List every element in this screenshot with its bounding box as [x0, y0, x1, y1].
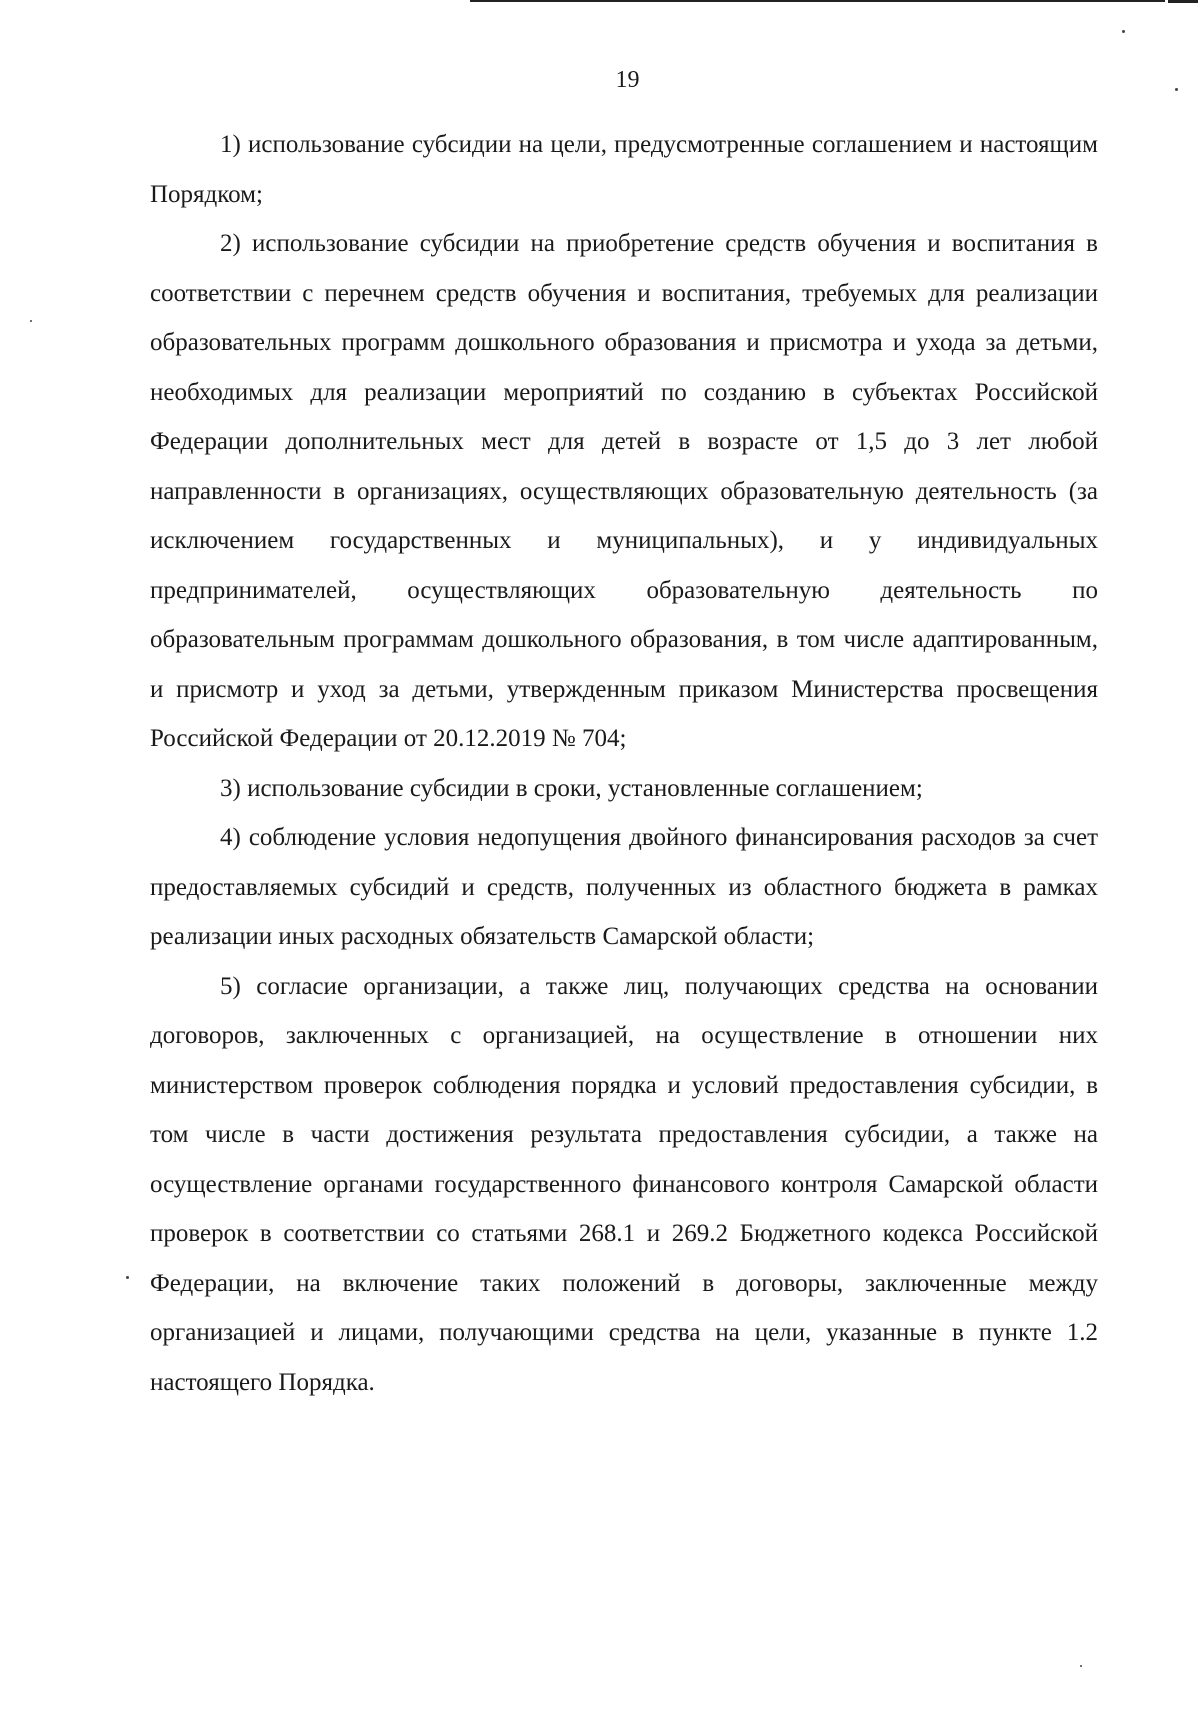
document-body — [150, 120, 1098, 1407]
paragraph-item-5: 5) согласие организации, а также лиц, получающих средства на основании договоров, заключенных с организацией, на осуществление в отношении них министерством проверок соблюдения порядка и условий предоставления субсидии, в том числе в части достижения результата предоставления субсидии, а также на осуществление органами государственного финансового контроля Самарской области проверок в соответствии со статьями 268.1 и 269.2 Бюджетного кодекса Российской Федерации, на включение таких положений в договоры, заключенные между организацией и лицами, получающими средства на цели, указанные в пункте 1.2 настоящего Порядка. — [150, 972, 1098, 1396]
scan-speck — [126, 1276, 129, 1279]
scan-speck — [1175, 88, 1178, 91]
scan-speck — [30, 320, 32, 322]
top-edge-rule-right — [1168, 0, 1198, 3]
scan-speck — [1122, 30, 1125, 33]
page-number: 19 — [615, 67, 640, 93]
paragraph-item-3: 3) использование субсидии в сроки, установленные соглашением; — [220, 774, 923, 802]
paragraph-item-1: 1) использование субсидии на цели, предусмотренные соглашением и настоящим Порядком; — [150, 131, 1098, 208]
paragraph-item-4: 4) соблюдение условия недопущения двойного финансирования расходов за счет предоставляемых субсидий и средств, полученных из областного бюджета в рамках реализации иных расходных обязательств Самарской области; — [150, 824, 1098, 950]
top-edge-rule — [470, 0, 1165, 2]
scan-speck — [1080, 1665, 1082, 1667]
paragraph-item-2: 2) использование субсидии на приобретение средств обучения и воспитания в соответствии с перечнем средств обучения и воспитания, требуемых для реализации образовательных программ дошкольного образования и присмотра и ухода за детьми, необходимых для реализации мероприятий по созданию в субъектах Российской Федерации дополнительных мест для детей в возрасте от 1,5 до 3 лет любой направленности в организациях, осуществляющих образовательную деятельность (за исключением государственных и муниципальных), и у индивидуальных предпринимателей, осуществляющих образовательную деятельность по образовательным программам дошкольного образования, в том числе адаптированным, и присмотр и уход за детьми, утвержденным приказом Министерства просвещения Российской Федерации от 20.12.2019 № 704; — [150, 230, 1098, 752]
